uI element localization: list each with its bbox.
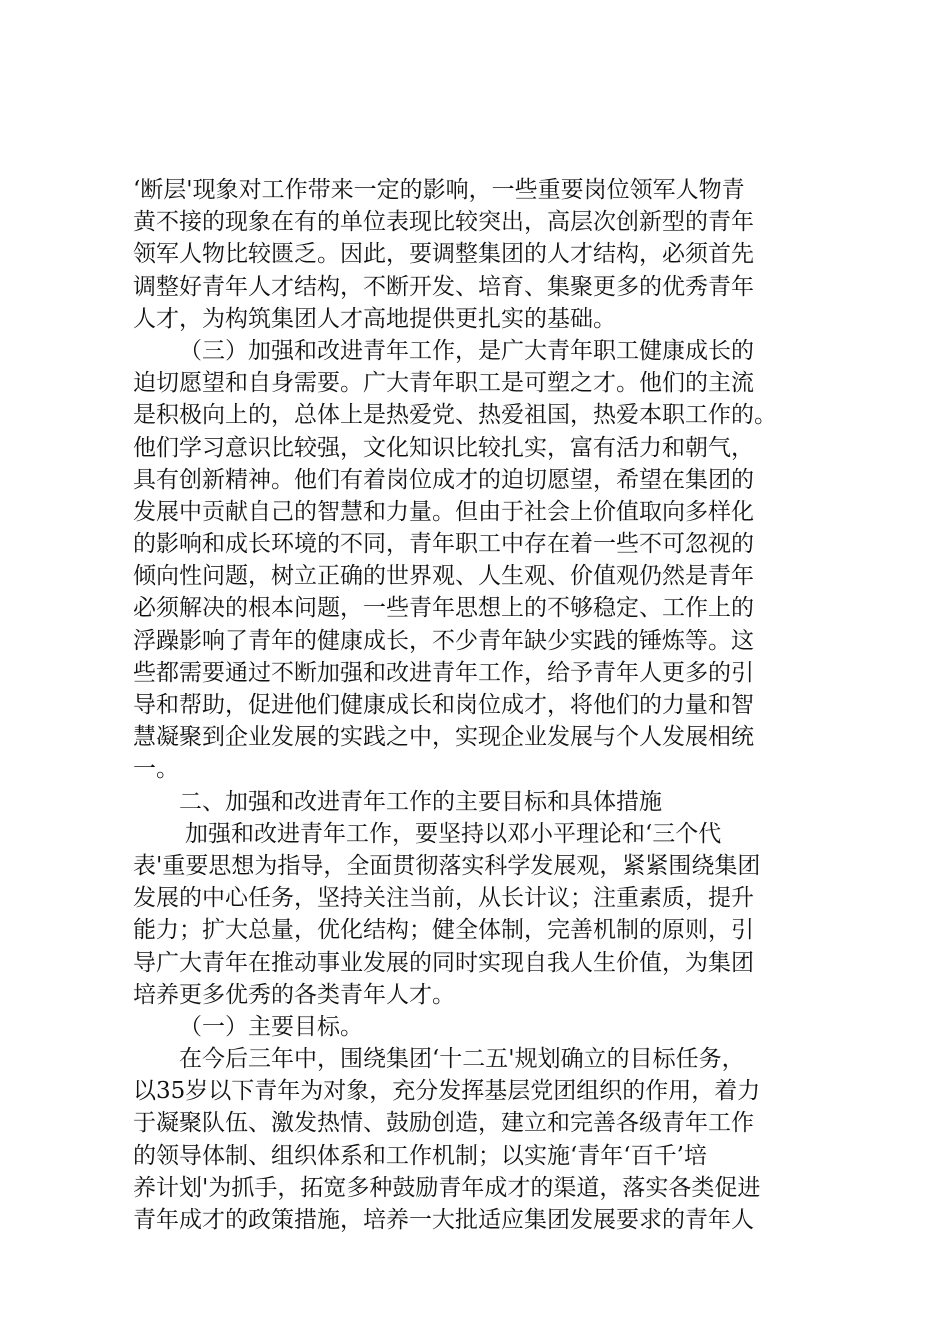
text-line: 导广大青年在推动事业发展的同时实现自我人生价值，为集团 <box>133 949 754 976</box>
text-line: 迫切愿望和自身需要。广大青年职工是可塑之才。他们的主流 <box>133 370 754 397</box>
text-line: 青年成才的政策措施，培养一大批适应集团发展要求的青年人 <box>133 1207 754 1233</box>
text-line: ‘断层'现象对工作带来一定的影响，一些重要岗位领军人物青 <box>133 177 745 203</box>
text-line: 在今后三年中，围绕集团‘十二五'规划确立的目标任务， <box>179 1046 745 1073</box>
text-line: 调整好青年人才结构，不断开发、培育、集聚更多的优秀青年 <box>133 273 754 300</box>
text-line: 是积极向上的，总体上是热爱党、热爱祖国，热爱本职工作的。 <box>133 402 777 429</box>
text-line: 导和帮助，促进他们健康成长和岗位成才，将他们的力量和智 <box>133 692 754 718</box>
text-line: 黄不接的现象在有的单位表现比较突出，高层次创新型的青年 <box>133 209 754 236</box>
text-line: 能力；扩大总量，优化结构；健全体制，完善机制的原则，引 <box>133 917 754 944</box>
text-line: 培养更多优秀的各类青年人才。 <box>133 981 455 1008</box>
text-line: 具有创新精神。他们有着岗位成才的迫切愿望，希望在集团的 <box>133 466 754 493</box>
text-line: （一）主要目标。 <box>179 1013 363 1040</box>
text-line: 发展的中心任务，坚持关注当前，从长计议；注重素质，提升 <box>133 885 754 912</box>
text-line: 人才，为构筑集团人才高地提供更扎实的基础。 <box>133 305 616 332</box>
text-line: 他们学习意识比较强，文化知识比较扎实，富有活力和朝气， <box>133 434 754 461</box>
text-line: 一。 <box>133 756 179 783</box>
text-line: 二、加强和改进青年工作的主要目标和具体措施 <box>179 788 662 815</box>
text-line: 领军人物比较匮乏。因此，要调整集团的人才结构，必须首先 <box>133 241 754 268</box>
text-line: 慧凝聚到企业发展的实践之中，实现企业发展与个人发展相统 <box>133 724 754 751</box>
text-line: 表'重要思想为指导，全面贯彻落实科学发展观，紧紧围绕集团 <box>133 852 761 879</box>
text-line: 发展中贡献自己的智慧和力量。但由于社会上价值取向多样化 <box>133 498 754 525</box>
text-line: 以35岁以下青年为对象，充分发挥基层党团组织的作用，着力 <box>133 1078 761 1105</box>
text-line: 于凝聚队伍、激发热情、鼓励创造，建立和完善各级青年工作 <box>133 1110 754 1137</box>
text-line: 的影响和成长环境的不同，青年职工中存在着一些不可忽视的 <box>133 531 754 558</box>
text-line: 些都需要通过不断加强和改进青年工作，给予青年人更多的引 <box>133 659 754 686</box>
text-line: （三）加强和改进青年工作，是广大青年职工健康成长的 <box>179 337 754 364</box>
text-line: 养计划'为抓手，拓宽多种鼓励青年成才的渠道，落实各类促进 <box>133 1174 761 1201</box>
text-line: 加强和改进青年工作，要坚持以邓小平理论和‘三个代 <box>185 820 722 847</box>
text-line: 的领导体制、组织体系和工作机制；以实施‘青年‘百千’培 <box>133 1142 707 1169</box>
text-line: 倾向性问题，树立正确的世界观、人生观、价值观仍然是青年 <box>133 563 754 590</box>
text-line: 浮躁影响了青年的健康成长，不少青年缺少实践的锤炼等。这 <box>133 627 754 654</box>
document-body <box>133 174 833 1236</box>
text-line: 必须解决的根本问题，一些青年思想上的不够稳定、工作上的 <box>133 595 754 622</box>
